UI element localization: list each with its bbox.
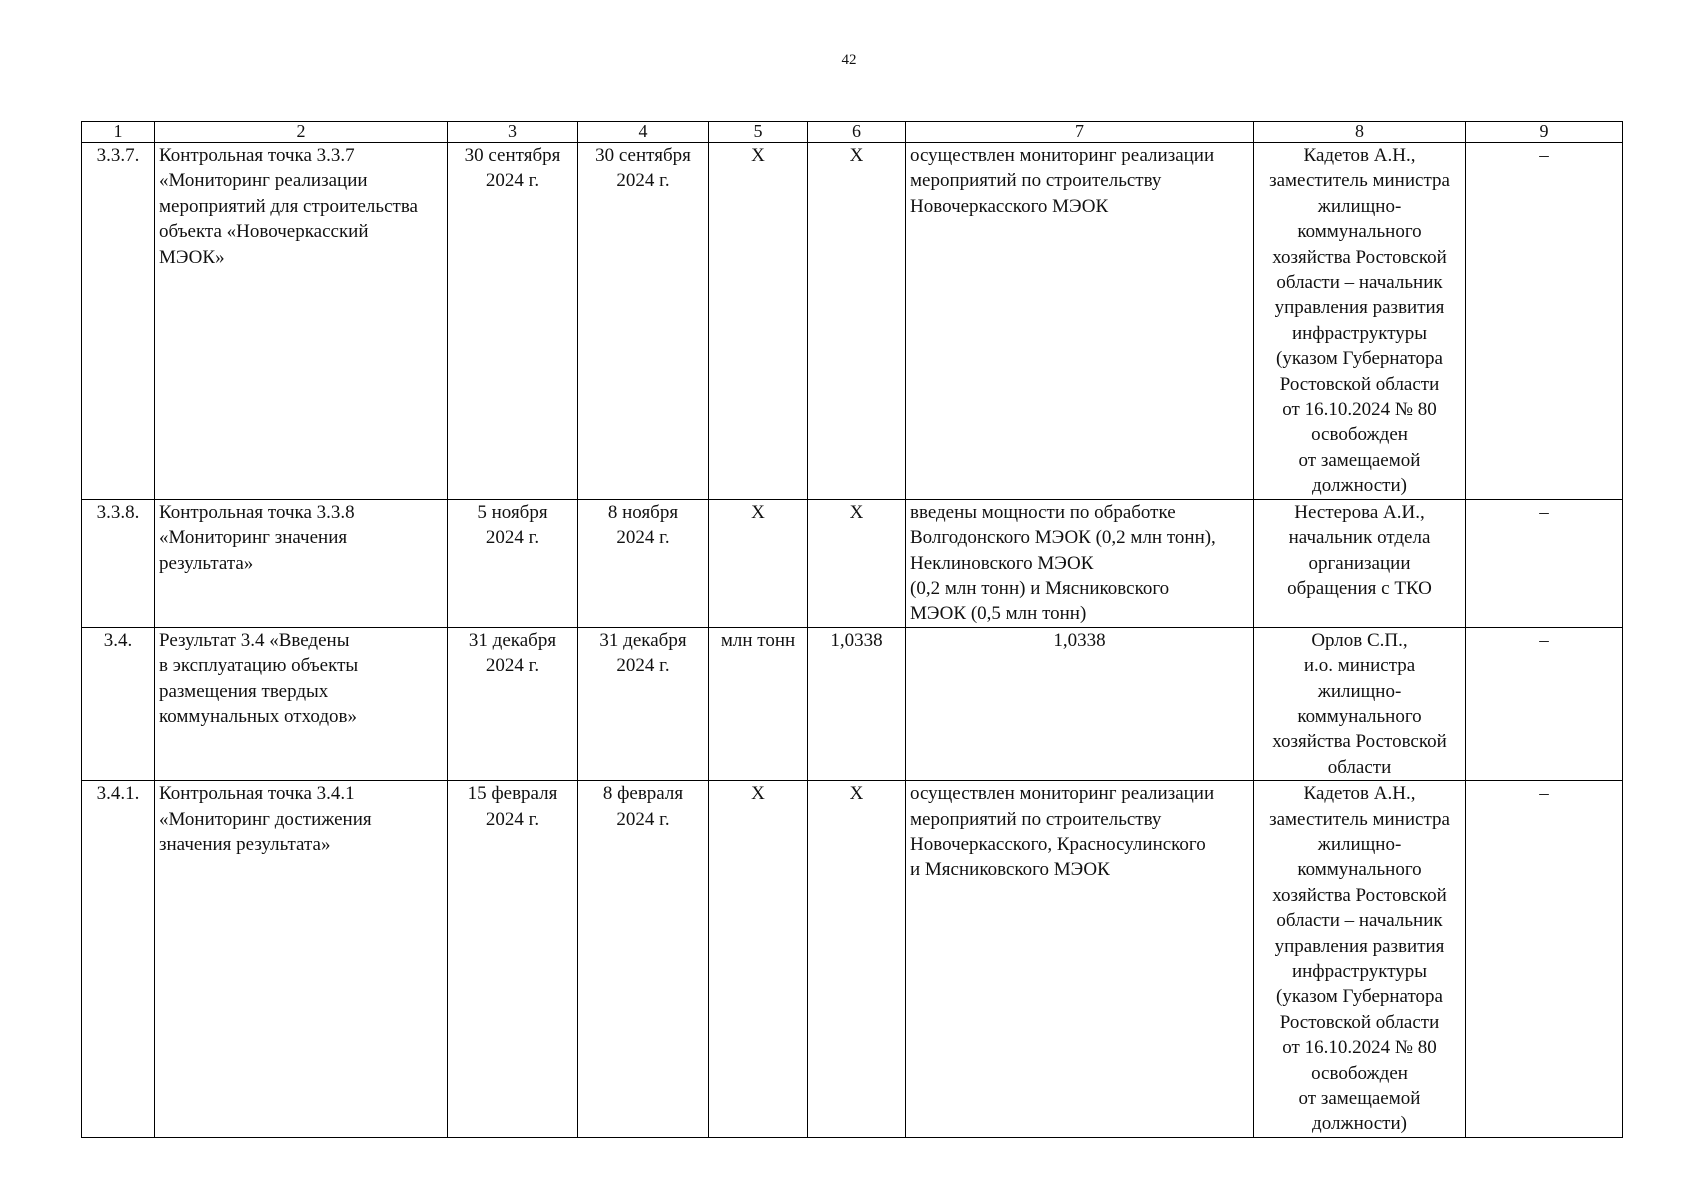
event-name-cell-line: Результат 3.4 «Введены bbox=[159, 629, 350, 651]
responsible-cell-line: начальник отдела bbox=[1288, 527, 1431, 549]
row-number-cell: 3.4. bbox=[82, 627, 155, 780]
responsible-cell-line: инфраструктуры bbox=[1291, 322, 1428, 344]
fact-date-cell-line: 2024 г. bbox=[616, 655, 670, 677]
result-cell-line: осуществлен мониторинг реализации bbox=[910, 783, 1215, 805]
event-name-cell-line: Контрольная точка 3.3.8 bbox=[159, 501, 355, 523]
plan-date-cell bbox=[448, 143, 578, 500]
plan-date-cell-line: 2024 г. bbox=[485, 808, 540, 830]
unit-cell: млн тонн bbox=[709, 627, 808, 780]
column-number: 8 bbox=[1254, 122, 1466, 143]
responsible-cell-line: управления развития bbox=[1274, 297, 1445, 319]
note-cell: – bbox=[1466, 627, 1623, 780]
event-name-cell-line: результата» bbox=[159, 552, 254, 574]
responsible-cell-line: от 16.10.2024 № 80 bbox=[1282, 399, 1437, 421]
result-cell-line: введены мощности по обработке bbox=[910, 501, 1176, 523]
fact-date-cell-line: 2024 г. bbox=[616, 527, 670, 549]
responsible-cell-line: Кадетов А.Н., bbox=[1303, 145, 1416, 166]
plan-date-cell-line: 15 февраля bbox=[467, 783, 558, 805]
fact-date-cell bbox=[578, 499, 709, 627]
plan-date-cell-line: 2024 г. bbox=[485, 170, 540, 192]
result-cell-line: осуществлен мониторинг реализации bbox=[910, 145, 1215, 166]
responsible-cell-line: (указом Губернатора bbox=[1276, 986, 1443, 1008]
responsible-cell-line: должности) bbox=[1312, 475, 1407, 497]
responsible-cell-line: Кадетов А.Н., bbox=[1303, 783, 1416, 805]
responsible-cell-line: жилищно- bbox=[1317, 833, 1402, 855]
responsible-cell-line: области – начальник bbox=[1276, 910, 1443, 932]
column-number: 4 bbox=[578, 122, 709, 143]
event-name-cell-line: в эксплуатацию объекты bbox=[159, 655, 359, 677]
responsible-cell bbox=[1254, 143, 1466, 500]
column-number: 7 bbox=[906, 122, 1254, 143]
unit-cell: X bbox=[709, 781, 808, 1138]
column-number: 6 bbox=[808, 122, 906, 143]
responsible-cell-line: обращения с ТКО bbox=[1287, 577, 1432, 599]
responsible-cell-line: коммунального bbox=[1297, 221, 1422, 243]
result-cell-line: Неклиновского МЭОК bbox=[910, 552, 1094, 574]
column-number: 3 bbox=[448, 122, 578, 143]
plan-date-cell-line: 30 сентября bbox=[464, 145, 561, 166]
plan-date-cell bbox=[448, 627, 578, 780]
responsible-cell-line: (указом Губернатора bbox=[1276, 348, 1443, 370]
event-name-cell-line: «Мониторинг достижения bbox=[159, 808, 372, 830]
event-name-cell bbox=[155, 627, 448, 780]
column-number: 1 bbox=[82, 122, 155, 143]
responsible-cell-line: Ростовской области bbox=[1279, 1011, 1440, 1033]
event-name-cell-line: Контрольная точка 3.4.1 bbox=[159, 783, 355, 805]
table-row bbox=[82, 781, 1623, 1138]
fact-date-cell-line: 31 декабря bbox=[599, 629, 687, 651]
unit-cell: X bbox=[709, 143, 808, 500]
monitoring-table bbox=[81, 121, 1623, 1138]
fact-date-cell-line: 30 сентября bbox=[595, 145, 691, 166]
plan-date-cell-line: 31 декабря bbox=[468, 629, 557, 651]
note-cell: – bbox=[1466, 143, 1623, 500]
responsible-cell-line: освобожден bbox=[1311, 424, 1408, 446]
note-cell: – bbox=[1466, 499, 1623, 627]
responsible-cell-line: от замещаемой bbox=[1298, 1088, 1421, 1110]
fact-date-cell bbox=[578, 781, 709, 1138]
result-cell-line: и Мясниковского МЭОК bbox=[910, 859, 1110, 881]
result-cell-line: Волгодонского МЭОК (0,2 млн тонн), bbox=[910, 527, 1216, 549]
column-number: 5 bbox=[709, 122, 808, 143]
plan-date-cell-line: 2024 г. bbox=[485, 655, 540, 677]
column-number: 2 bbox=[155, 122, 448, 143]
result-cell-line: Новочеркасского, Красносулинского bbox=[910, 833, 1206, 855]
fact-date-cell-line: 8 февраля bbox=[602, 783, 684, 805]
responsible-cell-line: коммунального bbox=[1297, 859, 1422, 881]
result-cell-line: 1,0338 bbox=[1053, 629, 1106, 651]
responsible-cell-line: хозяйства Ростовской bbox=[1272, 731, 1447, 753]
fact-date-cell-line: 2024 г. bbox=[616, 170, 670, 192]
result-cell bbox=[906, 143, 1254, 500]
event-name-cell-line: коммунальных отходов» bbox=[159, 705, 357, 727]
result-cell bbox=[906, 499, 1254, 627]
column-number-row bbox=[82, 122, 1623, 143]
event-name-cell-line: объекта «Новочеркасский bbox=[159, 221, 369, 243]
result-cell-line: мероприятий по строительству bbox=[910, 808, 1162, 830]
responsible-cell bbox=[1254, 499, 1466, 627]
fact-date-cell bbox=[578, 627, 709, 780]
event-name-cell-line: «Мониторинг значения bbox=[159, 527, 348, 549]
page-number: 42 bbox=[841, 52, 857, 68]
event-name-cell-line: размещения твердых bbox=[159, 680, 329, 702]
result-cell-line: Новочеркасского МЭОК bbox=[910, 195, 1109, 217]
responsible-cell-line: организации bbox=[1308, 552, 1411, 574]
fact-date-cell bbox=[578, 143, 709, 500]
fact-date-cell-line: 2024 г. bbox=[616, 808, 670, 830]
responsible-cell-line: заместитель министра bbox=[1269, 170, 1450, 192]
event-name-cell bbox=[155, 781, 448, 1138]
row-number-cell: 3.3.8. bbox=[82, 499, 155, 627]
table-row bbox=[82, 499, 1623, 627]
plan-date-cell bbox=[448, 781, 578, 1138]
event-name-cell-line: мероприятий для строительства bbox=[159, 195, 418, 217]
responsible-cell-line: и.о. министра bbox=[1303, 655, 1416, 677]
responsible-cell-line: Нестерова А.И., bbox=[1294, 501, 1425, 523]
table-row bbox=[82, 627, 1623, 780]
responsible-cell-line: Орлов С.П., bbox=[1311, 629, 1408, 651]
responsible-cell-line: должности) bbox=[1312, 1113, 1407, 1135]
event-name-cell bbox=[155, 499, 448, 627]
note-cell: – bbox=[1466, 781, 1623, 1138]
event-name-cell-line: МЭОК» bbox=[159, 246, 225, 268]
row-number-cell: 3.4.1. bbox=[82, 781, 155, 1138]
result-cell-line: (0,2 млн тонн) и Мясниковского bbox=[910, 577, 1170, 599]
responsible-cell-line: от замещаемой bbox=[1298, 449, 1421, 471]
event-name-cell bbox=[155, 143, 448, 500]
event-name-cell-line: «Мониторинг реализации bbox=[159, 170, 368, 192]
responsible-cell-line: инфраструктуры bbox=[1291, 961, 1428, 982]
plan-date-cell-line: 5 ноября bbox=[477, 501, 548, 523]
responsible-cell-line: области bbox=[1327, 756, 1392, 778]
plan-date-cell-line: 2024 г. bbox=[485, 527, 540, 549]
row-number-cell: 3.3.7. bbox=[82, 143, 155, 500]
result-cell-line: мероприятий по строительству bbox=[910, 170, 1162, 192]
responsible-cell-line: жилищно- bbox=[1317, 195, 1402, 217]
responsible-cell-line: освобожден bbox=[1311, 1062, 1408, 1084]
responsible-cell-line: от 16.10.2024 № 80 bbox=[1282, 1037, 1437, 1059]
responsible-cell-line: заместитель министра bbox=[1269, 808, 1450, 830]
value-cell: X bbox=[808, 499, 906, 627]
column-number: 9 bbox=[1466, 122, 1623, 143]
event-name-cell-line: значения результата» bbox=[159, 833, 331, 855]
responsible-cell bbox=[1254, 627, 1466, 780]
result-cell-line: МЭОК (0,5 млн тонн) bbox=[910, 603, 1087, 625]
event-name-cell-line: Контрольная точка 3.3.7 bbox=[159, 145, 355, 166]
responsible-cell-line: жилищно- bbox=[1317, 680, 1402, 702]
responsible-cell-line: области – начальник bbox=[1276, 272, 1443, 294]
responsible-cell-line: управления развития bbox=[1274, 935, 1445, 957]
value-cell: X bbox=[808, 143, 906, 500]
result-cell bbox=[906, 781, 1254, 1138]
fact-date-cell-line: 8 ноября bbox=[607, 501, 679, 523]
unit-cell: X bbox=[709, 499, 808, 627]
responsible-cell-line: хозяйства Ростовской bbox=[1272, 884, 1447, 906]
value-cell: 1,0338 bbox=[808, 627, 906, 780]
plan-date-cell bbox=[448, 499, 578, 627]
table-row bbox=[82, 143, 1623, 500]
responsible-cell-line: Ростовской области bbox=[1279, 373, 1440, 395]
result-cell bbox=[906, 627, 1254, 780]
responsible-cell bbox=[1254, 781, 1466, 1138]
responsible-cell-line: хозяйства Ростовской bbox=[1272, 246, 1447, 268]
responsible-cell-line: коммунального bbox=[1297, 705, 1422, 727]
value-cell: X bbox=[808, 781, 906, 1138]
